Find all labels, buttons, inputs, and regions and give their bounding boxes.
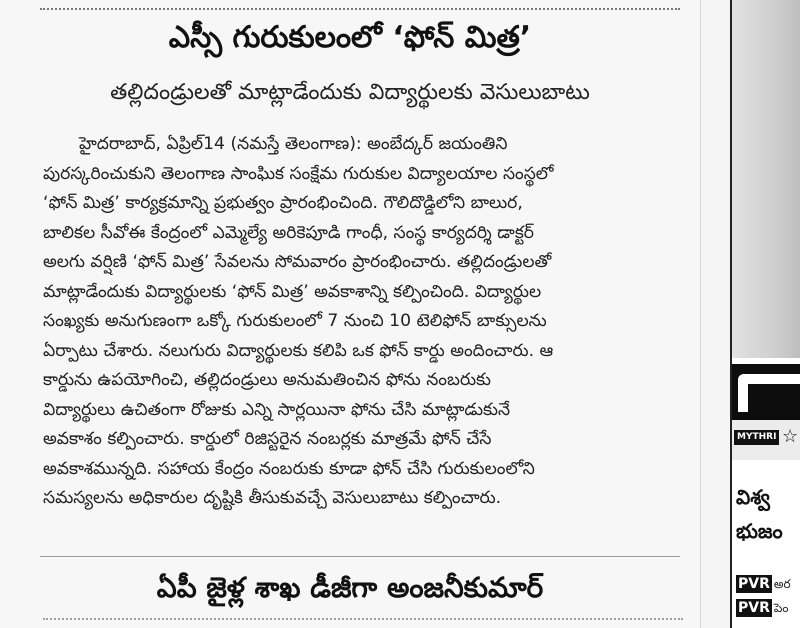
article-body [43,130,683,514]
body-line: కార్డును ఉపయోగించి, తల్లిదండ్రులు అనుమతించిన ఫోను నంబరుకు [43,370,491,390]
cinema-listing [736,598,800,618]
ad-photo [732,0,800,358]
body-line: అవకాశమున్నది. సహాయ కేంద్రం నంబరుకు కూడా ఫోన్‌ చేసి గురుకులంలోని [43,458,535,479]
next-article-headline: ఏపీ జైళ్ల శాఖ డీజీగా అంజనీకుమార్‌ [156,571,544,604]
article-headline: ఎస్సీ గురుకులంలో ‘ఫోన్‌ మిత్ర’ [168,20,532,55]
next-article-text-cutoff [43,618,683,628]
body-line: విద్యార్థులు ఉచితంగా రోజుకు ఎన్ని సార్లయినా ఫోను చేసి మాట్లాడుకునే [43,399,511,420]
cinema-name: అర [773,577,791,591]
body-line: అవకాశం కల్పించారు. కార్డులో రిజిస్టరైన నంబర్లకు మాత్రమే ఫోన్‌ చేసే [43,429,492,449]
body-line: సమస్యలను అధికారుల దృష్టికి తీసుకువచ్చే వెసులుబాటు కల్పించారు. [43,488,502,508]
top-divider [40,0,680,10]
pvr-logo: PVR [738,576,770,592]
star-icon: ☆ [782,426,799,447]
body-line: మాట్లాడేందుకు విద్యార్థులకు ‘ఫోన్‌ మిత్ర’ అవకాశాన్ని కల్పించింది. విద్యార్థుల [43,281,542,302]
ad-title [736,480,783,548]
body-line: బాలికల సీవోఈ కేంద్రంలో ఎమ్మెల్యే అరికెపూడి గాంధీ, సంస్థ కార్యదర్శి డాక్టర్‌ [43,222,534,243]
ad-title-line: భుజం [736,519,783,543]
mythri-logo: MYTHRI [734,430,779,445]
advertisement [730,0,800,628]
cinema-listing [736,574,800,594]
ad-logo-block [732,364,800,420]
ad-brand-strip [732,420,800,460]
body-line: హైదరాబాద్‌, ఏప్రిల్‌14 (నమస్తే తెలంగాణ): అంబేద్కర్‌ జయంతిని [79,134,508,154]
article-divider [40,556,680,557]
ad-title-line: విశ్వ [736,485,770,509]
body-line: సంఖ్యకు అనుగుణంగా ఒక్కో గురుకులంలో 7 నుంచి 10 టెలిఫోన్‌ బాక్సులను [43,311,547,331]
body-line: ఏర్పాటు చేశారు. నలుగురు విద్యార్థులకు కలిపి ఒక ఫోన్‌ కార్డు అందించారు. ఆ [43,340,554,361]
column-gutter [700,0,731,628]
article-subheadline: తల్లిదండ్రులతో మాట్లాడేందుకు విద్యార్థులకు వెసులుబాటు [110,80,590,105]
cinema-name: పెం [773,601,789,615]
body-line: ‘ఫోన్‌ మిత్ర’ కార్యక్రమాన్ని ప్రభుత్వం ప్రారంభించింది. గౌలిదొడ్డిలోని బాలుర, [43,193,523,213]
body-line: పురస్కరించుకుని తెలంగాణ సాంఘిక సంక్షేమ గురుకుల విద్యాలయాల సంస్థలో [43,163,554,184]
pvr-logo: PVR [738,600,770,616]
body-line: అలగు వర్షిణి ‘ఫోన్‌ మిత్ర’ సేవలను సోమవారం ప్రారంభించారు. తల్లిదండ్రులతో [43,252,552,272]
ad-logo-mark [738,374,800,412]
